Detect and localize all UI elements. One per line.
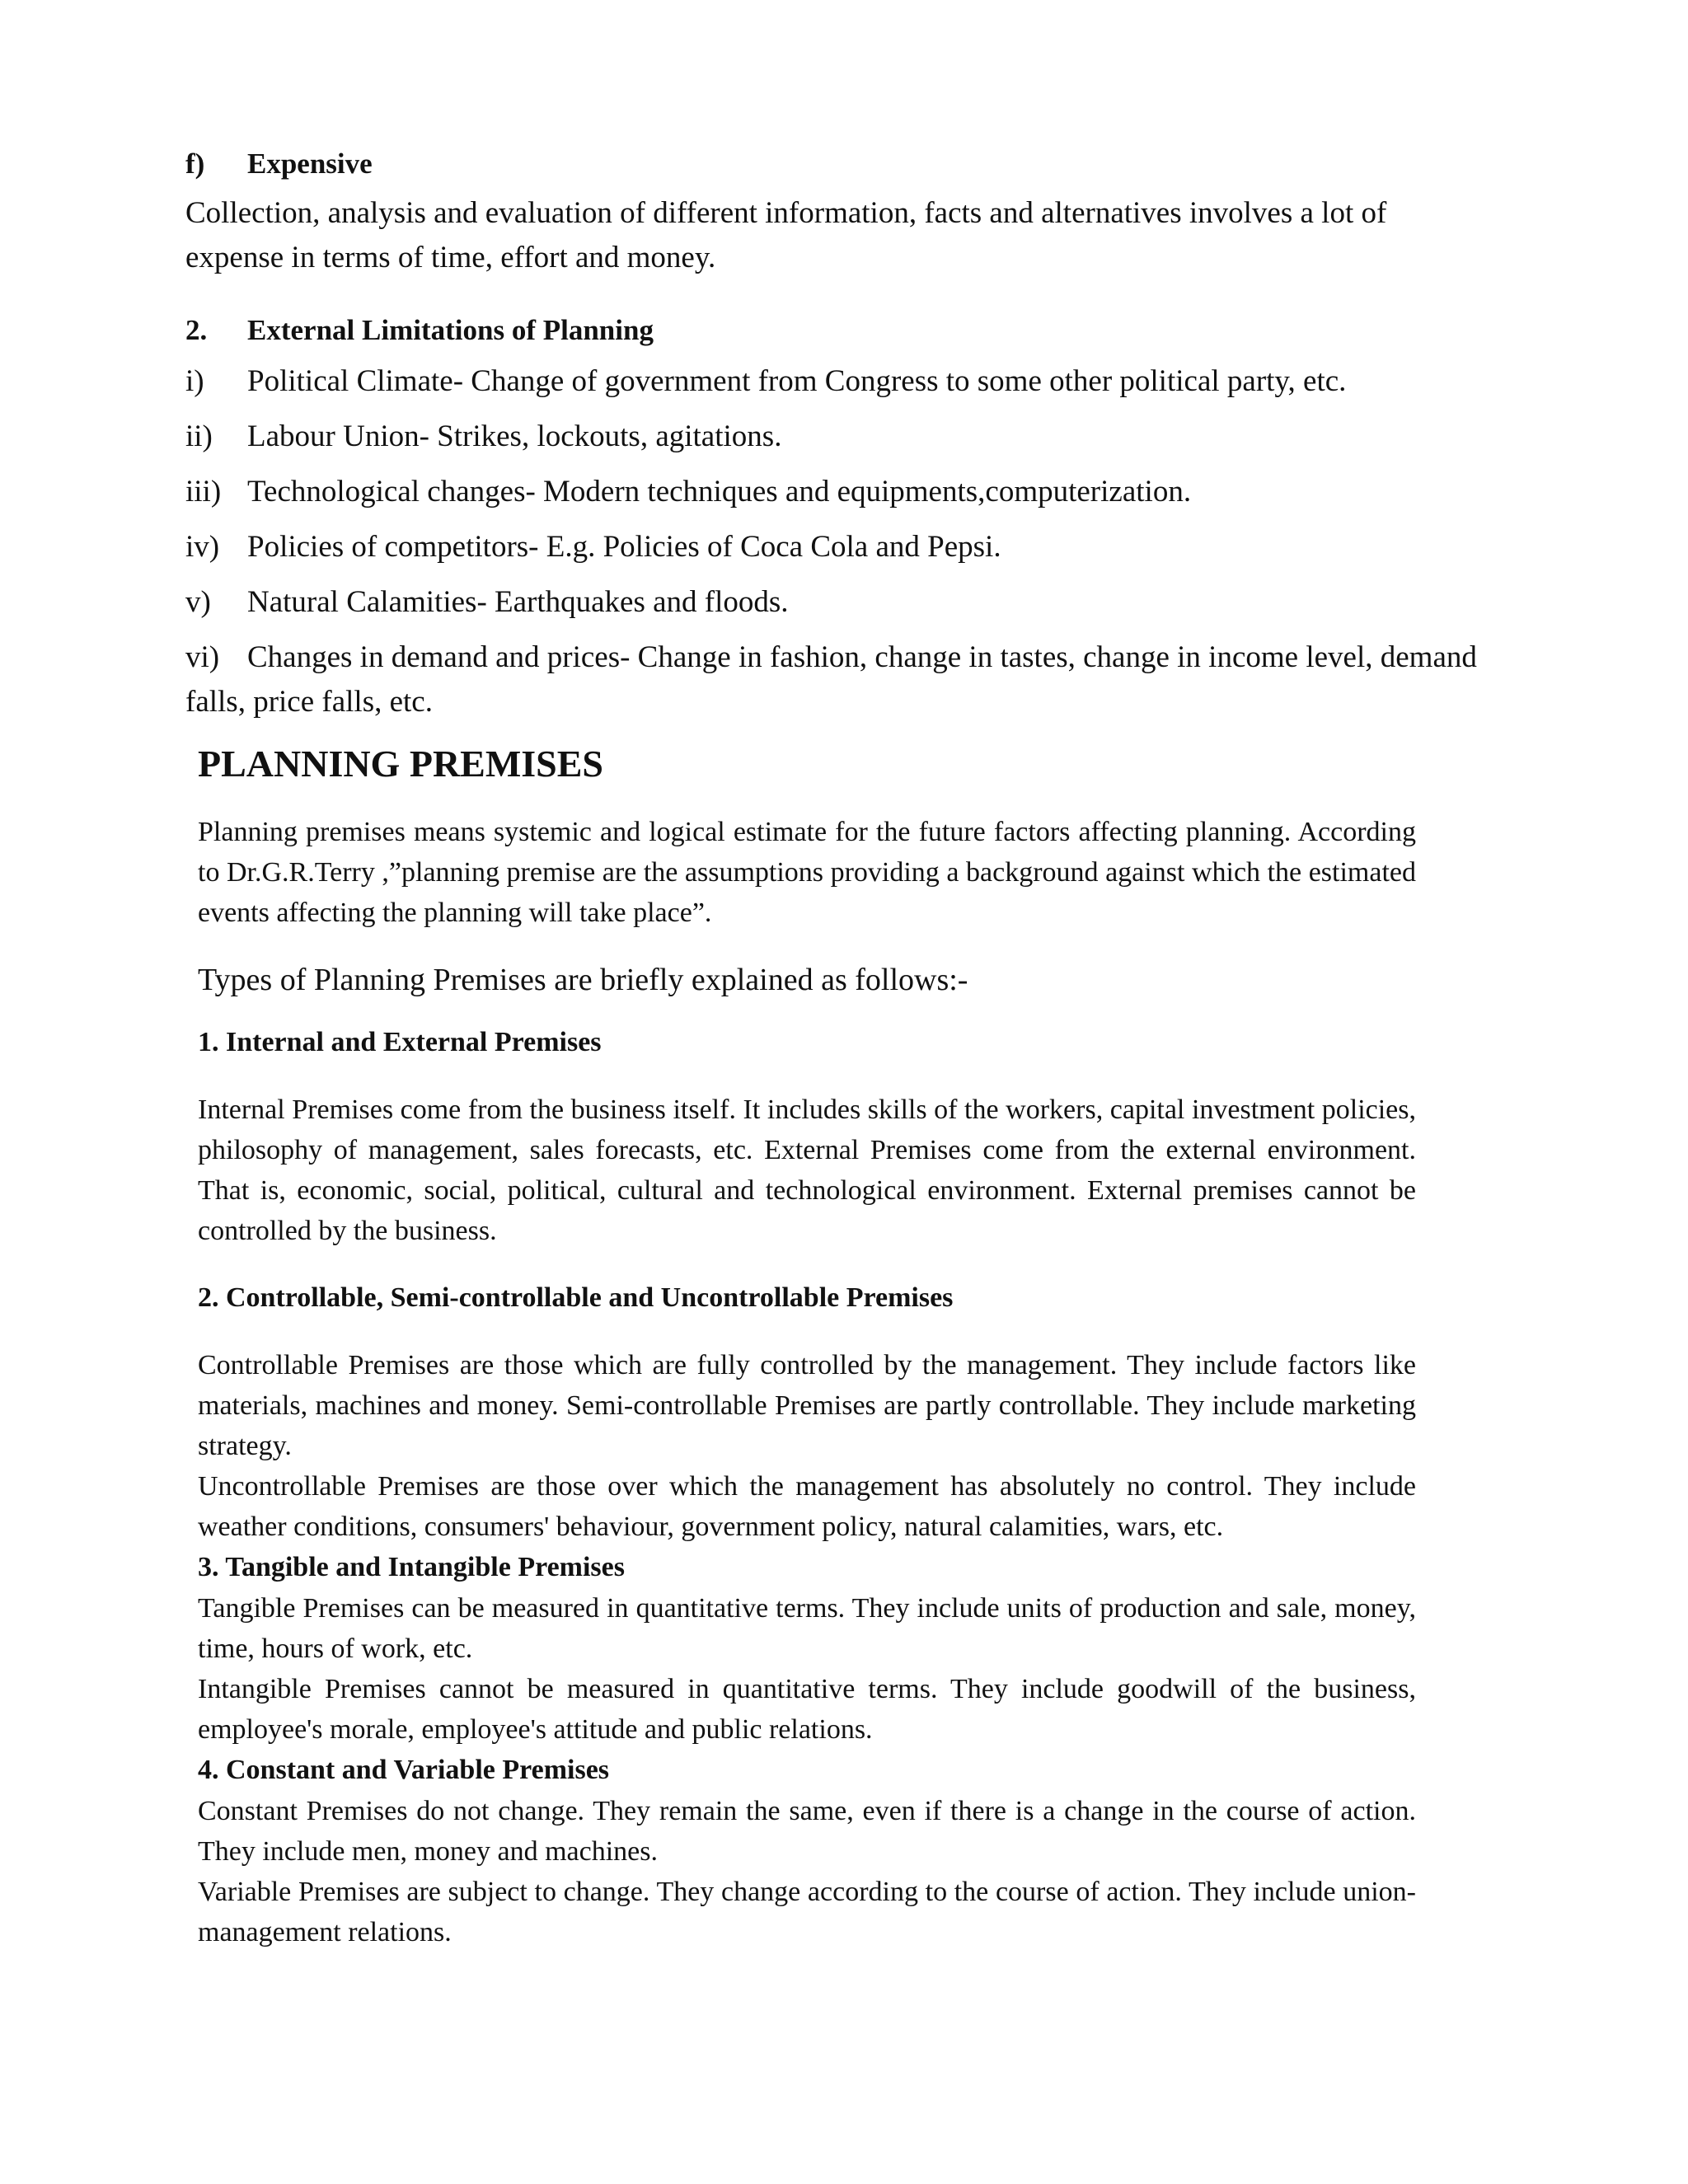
list-text: Political Climate- Change of government from Congress to some other political party, etc.: [247, 364, 1347, 398]
list-marker: vi): [185, 640, 220, 674]
list-text: Technological changes- Modern techniques and equipments,computerization.: [247, 475, 1192, 509]
section-paragraph: Uncontrollable Premises are those over which the management has absolutely no control. They include weather conditions, consumers' behaviour, government policy, natural calamities, wars, etc.: [198, 1471, 1416, 1542]
list-item: [185, 415, 1479, 459]
list-marker: iv): [185, 530, 220, 564]
section-paragraph: Variable Premises are subject to change. They change according to the course of action. They include union-management relations.: [198, 1877, 1416, 1947]
section-heading: 4. Constant and Variable Premises: [198, 1755, 610, 1785]
heading-text: Expensive: [247, 148, 373, 180]
page-title: PLANNING PREMISES: [198, 743, 604, 785]
heading-marker: 2.: [185, 314, 208, 346]
list-text: Changes in demand and prices- Change in fashion, change in tastes, change in income level, demand falls, price falls, etc.: [185, 640, 1477, 719]
limitations-section: [185, 142, 1479, 735]
section-paragraph: Intangible Premises cannot be measured in quantitative terms. They include goodwill of the business, employee's morale, employee's attitude and public relations.: [198, 1674, 1416, 1745]
section-heading: 2. Controllable, Semi-controllable and Uncontrollable Premises: [198, 1282, 954, 1313]
list-marker: iii): [185, 475, 222, 509]
list-marker: i): [185, 364, 204, 398]
section-paragraph: Internal Premises come from the business itself. It includes skills of the workers, capital investment policies, philosophy of management, sales forecasts, etc. External Premises come from the external environment. That is, economic, social, political, cultural and technological environment. External premises cannot be controlled by the business.: [198, 1094, 1416, 1246]
list-item: [185, 635, 1479, 724]
section-paragraph: Controllable Premises are those which are fully controlled by the management. They include factors like materials, machines and money. Semi-controllable Premises are partly controllable. They include marketing strategy.: [198, 1350, 1416, 1461]
list-item: [185, 470, 1479, 514]
list-marker: ii): [185, 419, 213, 453]
section-paragraph: Constant Premises do not change. They remain the same, even if there is a change in the course of action. They include men, money and machines.: [198, 1796, 1416, 1867]
heading-text: External Limitations of Planning: [247, 314, 654, 346]
section-heading: 3. Tangible and Intangible Premises: [198, 1552, 625, 1582]
list-text: Natural Calamities- Earthquakes and floods.: [247, 585, 789, 619]
expensive-paragraph: Collection, analysis and evaluation of different information, facts and alternatives involves a lot of expense in terms of time, effort and money.: [185, 196, 1387, 274]
external-limitations-heading: [185, 308, 1479, 353]
list-marker: v): [185, 585, 211, 619]
types-line: Types of Planning Premises are briefly explained as follows:-: [198, 963, 968, 997]
planning-premises-section: [198, 738, 1416, 1952]
expensive-heading: [185, 142, 1479, 186]
section-heading: 1. Internal and External Premises: [198, 1027, 602, 1057]
intro-paragraph: Planning premises means systemic and logical estimate for the future factors affecting planning. According to Dr.G.R.Terry ,”planning premise are the assumptions providing a background against which the estimated events affecting the planning will take place”.: [198, 817, 1416, 928]
list-item: [185, 525, 1479, 569]
heading-marker: f): [185, 148, 205, 180]
list-item: [185, 359, 1479, 404]
list-item: [185, 580, 1479, 625]
list-text: Policies of competitors- E.g. Policies of Coca Cola and Pepsi.: [247, 530, 1001, 564]
list-text: Labour Union- Strikes, lockouts, agitations.: [247, 419, 782, 453]
section-paragraph: Tangible Premises can be measured in quantitative terms. They include units of production and sale, money, time, hours of work, etc.: [198, 1593, 1416, 1664]
